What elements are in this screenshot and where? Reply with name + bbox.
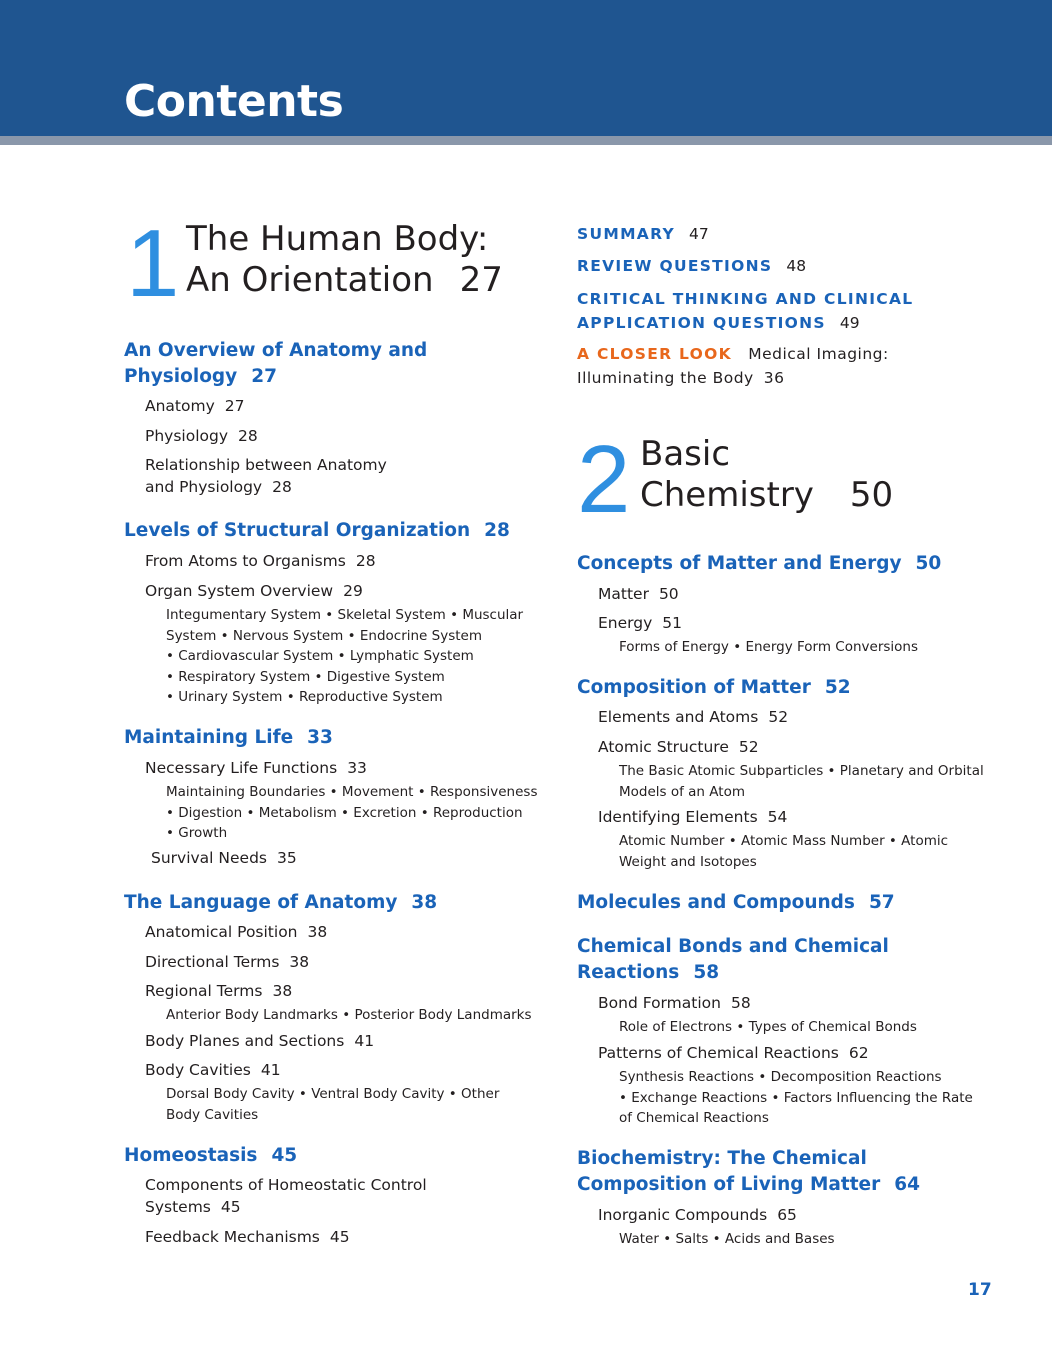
toc-subsection[interactable]	[124, 921, 327, 943]
topic-line: • Cardiovascular System • Lymphatic System	[166, 648, 474, 664]
toc-subsection[interactable]	[577, 736, 759, 758]
subsection-title[interactable]: Feedback Mechanisms	[145, 1228, 320, 1246]
subsection-title[interactable]: From Atoms to Organisms	[145, 552, 346, 570]
section-page: 58	[693, 962, 720, 983]
toc-subsection[interactable]	[124, 425, 258, 447]
subsection-page: 54	[767, 808, 788, 826]
chapter-number: 1	[126, 210, 180, 317]
toc-subsection[interactable]	[124, 757, 367, 779]
subsection-page: 28	[272, 478, 292, 496]
toc-subsection[interactable]	[124, 580, 363, 602]
section-page: 27	[251, 366, 277, 387]
toc-subsection[interactable]	[124, 1226, 350, 1248]
closer-look-page: 36	[763, 369, 785, 387]
subsection-page: 28	[355, 552, 376, 570]
section-title[interactable]: Concepts of Matter and Energy	[577, 553, 902, 574]
subsection-title[interactable]: and Physiology	[145, 478, 263, 496]
topic-line: • Growth	[166, 825, 228, 841]
topic-line: Dorsal Body Cavity • Ventral Body Cavity • Other	[166, 1086, 500, 1102]
toc-subsection[interactable]	[124, 1174, 427, 1218]
chapter-title-line: Chemistry	[640, 475, 814, 515]
toc-summary[interactable]	[577, 222, 709, 246]
subsection-title[interactable]: Energy	[598, 614, 653, 632]
toc-section[interactable]	[124, 725, 333, 751]
section-title[interactable]: The Language of Anatomy	[124, 892, 398, 913]
toc-section[interactable]	[124, 518, 510, 544]
topic-list	[124, 1084, 499, 1125]
section-title[interactable]: Levels of Structural Organization	[124, 520, 471, 541]
section-page: 64	[894, 1174, 920, 1195]
section-page: 33	[307, 727, 333, 748]
topic-line: • Respiratory System • Digestive System	[166, 668, 445, 685]
page-title: Contents	[124, 76, 344, 127]
section-title[interactable]: Homeostasis	[124, 1145, 258, 1166]
toc-subsection[interactable]	[124, 1059, 281, 1081]
summary-label[interactable]: SUMMARY	[577, 225, 676, 243]
subsection-title[interactable]: Systems	[145, 1198, 211, 1216]
toc-section[interactable]	[124, 890, 437, 916]
section-page: 38	[411, 892, 438, 913]
topic-line: Body Cavities	[166, 1106, 259, 1123]
topic-line: of Chemical Reactions	[619, 1110, 769, 1126]
section-title[interactable]: Composition of Matter	[577, 677, 811, 698]
topic-list	[577, 1017, 917, 1038]
header-rule	[0, 136, 1052, 145]
chapter-title-line: An Orientation	[186, 260, 434, 300]
chapter-page: 27	[459, 260, 503, 300]
toc-section[interactable]	[577, 1146, 920, 1198]
toc-subsection[interactable]	[577, 806, 787, 828]
section-page: 45	[271, 1145, 298, 1166]
section-title[interactable]: Chemical Bonds and Chemical	[577, 936, 889, 957]
chapter-title-line: Basic	[640, 434, 731, 474]
subsection-page: 41	[260, 1061, 281, 1079]
toc-subsection[interactable]	[124, 847, 297, 869]
subsection-title[interactable]: Directional Terms	[145, 953, 280, 971]
critical-page: 49	[839, 314, 860, 332]
toc-section[interactable]	[124, 1143, 297, 1169]
topic-list	[124, 605, 523, 708]
topic-list	[124, 1005, 532, 1026]
subsection-title[interactable]: Patterns of Chemical Reactions	[598, 1044, 839, 1062]
subsection-page: 29	[343, 582, 363, 600]
subsection-title[interactable]: Anatomical Position	[145, 923, 298, 941]
subsection-page: 62	[848, 1044, 869, 1062]
chapter-title-line: The Human Body:	[186, 219, 489, 259]
chapter-1-heading	[126, 210, 546, 317]
section-page: 50	[915, 553, 942, 574]
toc-subsection[interactable]	[124, 951, 309, 973]
topic-list	[577, 831, 948, 872]
toc-subsection[interactable]	[577, 612, 682, 634]
section-page: 52	[824, 677, 851, 698]
closer-look-title[interactable]: Illuminating the Body	[577, 369, 754, 387]
toc-section[interactable]	[577, 675, 851, 701]
topic-line: Maintaining Boundaries • Movement • Responsiveness	[166, 784, 538, 800]
topic-list	[577, 637, 918, 658]
topic-line: • Exchange Reactions • Factors Influencing the Rate	[619, 1089, 973, 1106]
section-page: 57	[868, 892, 895, 913]
toc-subsection[interactable]	[124, 1030, 374, 1052]
section-page: 28	[484, 520, 510, 541]
topic-list	[124, 782, 538, 844]
toc-section[interactable]	[124, 338, 427, 390]
subsection-page: 38	[272, 982, 293, 1000]
subsection-title[interactable]: Regional Terms	[145, 982, 263, 1000]
toc-review[interactable]	[577, 254, 806, 278]
subsection-title[interactable]: Identifying Elements	[598, 808, 758, 826]
toc-subsection[interactable]	[124, 980, 292, 1002]
subsection-page: 65	[777, 1206, 797, 1224]
topic-line: • Digestion • Metabolism • Excretion • Reproduction	[166, 804, 523, 821]
page-number: 17	[968, 1280, 992, 1300]
subsection-title[interactable]: Atomic Structure	[598, 738, 729, 756]
topic-line: Forms of Energy • Energy Form Conversions	[619, 639, 919, 655]
toc-critical-thinking[interactable]	[577, 287, 913, 335]
topic-list	[577, 1229, 835, 1250]
toc-section[interactable]	[577, 890, 895, 916]
section-title[interactable]: Molecules and Compounds	[577, 892, 855, 913]
subsection-title[interactable]: Body Cavities	[145, 1061, 251, 1079]
section-title[interactable]: Maintaining Life	[124, 727, 294, 748]
subsection-title[interactable]: Organ System Overview	[145, 582, 334, 600]
subsection-page: 50	[658, 585, 679, 603]
topic-line: Integumentary System • Skeletal System • Muscular	[166, 607, 524, 623]
toc-closer-look[interactable]	[577, 342, 889, 390]
topic-line: Anterior Body Landmarks • Posterior Body Landmarks	[166, 1007, 532, 1023]
section-title[interactable]: Biochemistry: The Chemical	[577, 1148, 867, 1169]
topic-list	[577, 1067, 973, 1129]
topic-list	[577, 761, 984, 802]
subsection-title[interactable]: Necessary Life Functions	[145, 759, 338, 777]
topic-line: The Basic Atomic Subparticles • Planetary and Orbital	[619, 763, 984, 779]
topic-line: • Urinary System • Reproductive System	[166, 689, 443, 705]
subsection-title[interactable]: Relationship between Anatomy	[145, 456, 387, 474]
subsection-title[interactable]: Survival Needs	[151, 849, 268, 867]
toc-subsection[interactable]	[577, 583, 679, 605]
closer-look-title[interactable]: Medical Imaging:	[748, 345, 889, 363]
subsection-page: 58	[730, 994, 751, 1012]
toc-subsection[interactable]	[577, 1204, 797, 1226]
closer-look-label: A CLOSER LOOK	[577, 345, 732, 363]
subsection-page: 28	[238, 427, 258, 445]
review-page: 48	[786, 257, 807, 275]
toc-subsection[interactable]	[577, 1042, 869, 1064]
subsection-title[interactable]: Matter	[598, 585, 649, 603]
subsection-page: 38	[307, 923, 328, 941]
subsection-title[interactable]: Elements and Atoms	[598, 708, 759, 726]
section-title[interactable]: An Overview of Anatomy and	[124, 340, 428, 361]
chapter-number: 2	[577, 426, 631, 533]
toc-section[interactable]	[577, 934, 889, 986]
toc-subsection[interactable]	[124, 395, 245, 417]
topic-line: Atomic Number • Atomic Mass Number • Atomic	[619, 833, 949, 849]
topic-line: Role of Electrons • Types of Chemical Bonds	[619, 1019, 917, 1035]
subsection-title[interactable]: Inorganic Compounds	[598, 1206, 768, 1224]
topic-line: Water • Salts • Acids and Bases	[619, 1231, 835, 1247]
subsection-page: 41	[354, 1032, 375, 1050]
topic-line: System • Nervous System • Endocrine System	[166, 627, 482, 644]
subsection-title[interactable]: Physiology	[145, 427, 229, 445]
section-title[interactable]: Composition of Living Matter	[577, 1174, 881, 1195]
subsection-page: 33	[347, 759, 367, 777]
toc-section[interactable]	[577, 551, 941, 577]
chapter-page: 50	[849, 475, 894, 515]
subsection-page: 35	[277, 849, 297, 867]
chapter-2-heading	[577, 426, 1007, 533]
subsection-page: 45	[220, 1198, 241, 1216]
subsection-title[interactable]: Bond Formation	[598, 994, 721, 1012]
section-title[interactable]: Physiology	[124, 366, 238, 387]
subsection-page: 38	[289, 953, 310, 971]
critical-label[interactable]: CRITICAL THINKING AND CLINICAL	[577, 290, 914, 308]
subsection-page: 52	[768, 708, 789, 726]
subsection-title[interactable]: Body Planes and Sections	[145, 1032, 345, 1050]
toc-subsection[interactable]	[124, 454, 387, 498]
subsection-title[interactable]: Components of Homeostatic Control	[145, 1176, 427, 1194]
subsection-title[interactable]: Anatomy	[145, 397, 215, 415]
summary-page: 47	[689, 225, 709, 243]
topic-line: Synthesis Reactions • Decomposition Reactions	[619, 1069, 942, 1085]
subsection-page: 27	[224, 397, 245, 415]
toc-subsection[interactable]	[124, 550, 376, 572]
topic-line: Weight and Isotopes	[619, 853, 757, 870]
subsection-page: 51	[662, 614, 682, 632]
subsection-page: 52	[738, 738, 759, 756]
toc-subsection[interactable]	[577, 706, 788, 728]
toc-subsection[interactable]	[577, 992, 751, 1014]
section-title[interactable]: Reactions	[577, 962, 680, 983]
critical-label[interactable]: APPLICATION QUESTIONS	[577, 314, 826, 332]
subsection-page: 45	[329, 1228, 350, 1246]
review-label[interactable]: REVIEW QUESTIONS	[577, 257, 773, 275]
topic-line: Models of an Atom	[619, 783, 745, 800]
